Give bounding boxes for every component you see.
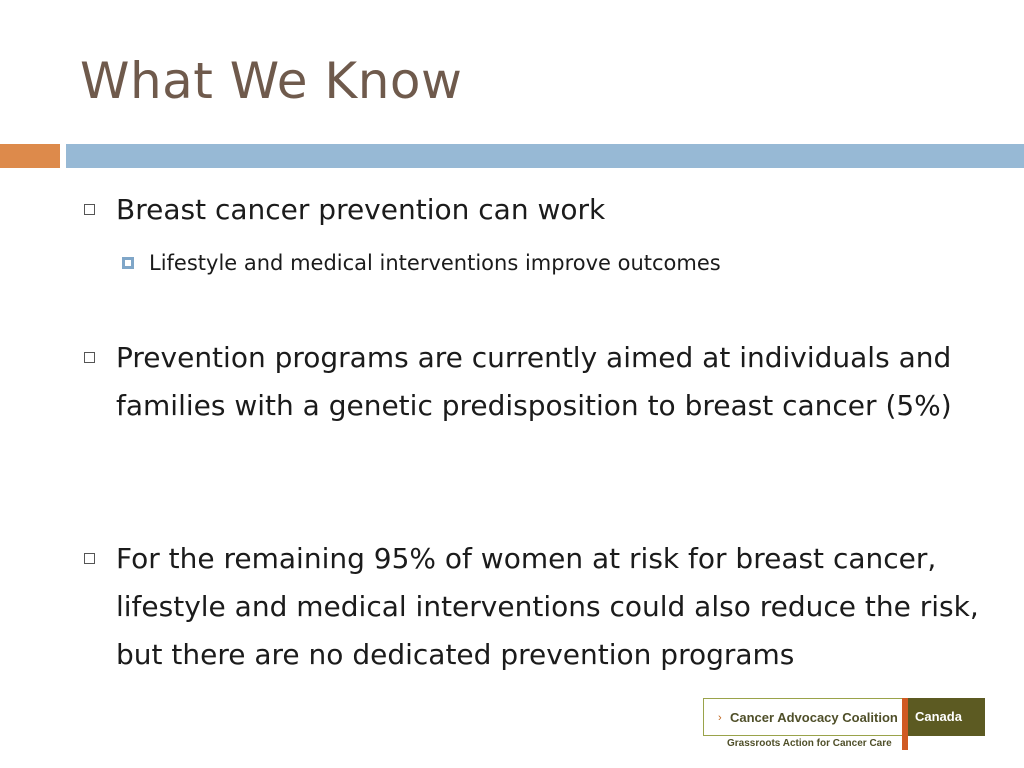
logo-country: Canada (908, 698, 985, 736)
chevron-right-icon: › (718, 712, 722, 724)
hollow-square-bullet-icon (84, 352, 95, 363)
bullet-item (84, 334, 992, 430)
title-accent-bar-orange (0, 144, 60, 168)
sub-bullet-item (122, 248, 1002, 278)
bullet-text: Prevention programs are currently aimed at individuals and families with a genetic predisposition to breast cancer (5%) (116, 341, 952, 422)
hollow-square-bullet-icon (84, 204, 95, 215)
bullet-item (84, 535, 992, 679)
hollow-square-bullet-icon (84, 553, 95, 564)
bullet-text: Breast cancer prevention can work (116, 193, 606, 226)
logo-name-box (703, 698, 903, 736)
slide-title: What We Know (80, 52, 463, 110)
logo-name: Cancer Advocacy Coalition (730, 710, 898, 725)
bullet-text: For the remaining 95% of women at risk for breast cancer, lifestyle and medical interventions could also reduce the risk, but there are no dedicated prevention programs (116, 542, 979, 671)
bullet-item (84, 186, 992, 234)
logo-tagline: Grassroots Action for Cancer Care (727, 738, 892, 749)
title-accent-bar-blue (66, 144, 1024, 168)
sub-bullet-text: Lifestyle and medical interventions improve outcomes (149, 251, 721, 275)
filled-square-bullet-icon (122, 257, 134, 269)
organization-logo (703, 698, 985, 752)
